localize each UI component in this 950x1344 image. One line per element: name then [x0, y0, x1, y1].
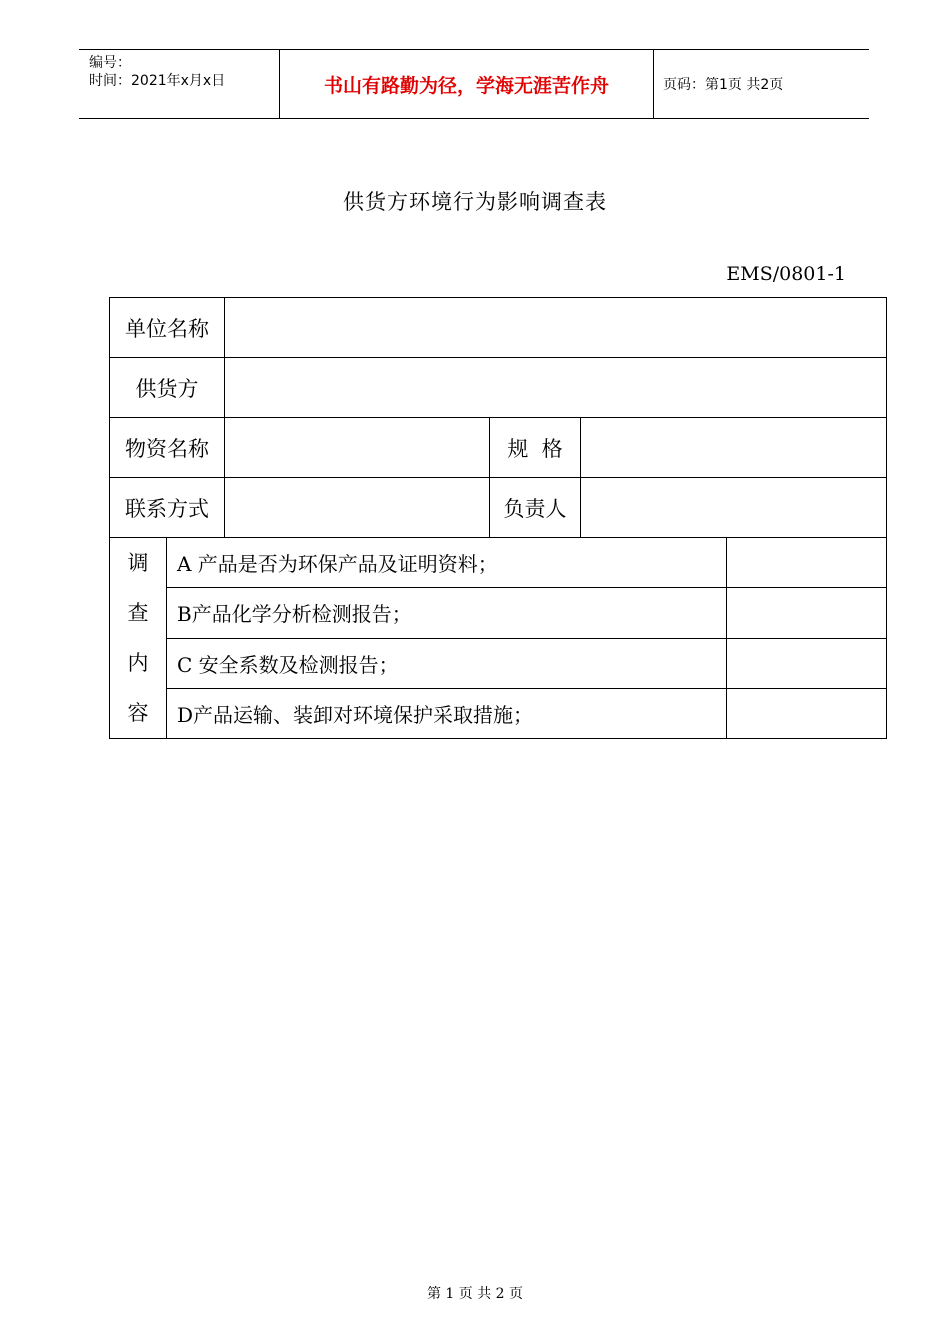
page-footer: 第 1 页 共 2 页 — [426, 1286, 524, 1302]
survey-row-c — [110, 638, 887, 688]
document-title: 供货方环境行为影响调查表 — [343, 190, 607, 214]
survey-answer-field[interactable] — [727, 538, 887, 588]
survey-item: C 安全系数及检测报告； — [167, 638, 727, 688]
contact-field[interactable] — [225, 478, 490, 538]
unit-name-label: 单位名称 — [110, 298, 225, 358]
responsible-label: 负责人 — [490, 478, 581, 538]
survey-answer-field[interactable] — [727, 588, 887, 638]
survey-item: A 产品是否为环保产品及证明资料； — [167, 538, 727, 588]
survey-char: 查 — [127, 601, 149, 625]
form-row-contact — [110, 478, 887, 538]
spec-field[interactable] — [581, 418, 887, 478]
header-meta — [79, 50, 280, 118]
page-header — [79, 49, 869, 119]
survey-char: 调 — [127, 551, 149, 575]
survey-content-label — [110, 538, 167, 739]
survey-char: 容 — [127, 701, 149, 725]
survey-row-a — [110, 538, 887, 588]
survey-item: D产品运输、装卸对环境保护采取措施； — [167, 688, 727, 738]
survey-form — [109, 297, 887, 739]
responsible-field[interactable] — [581, 478, 887, 538]
date-label: 时间：2021年x月x日 — [89, 73, 226, 89]
spec-label: 规 格 — [490, 418, 581, 478]
supplier-field[interactable] — [225, 358, 887, 418]
unit-name-field[interactable] — [225, 298, 887, 358]
form-row-material — [110, 418, 887, 478]
supplier-label: 供货方 — [110, 358, 225, 418]
survey-answer-field[interactable] — [727, 688, 887, 738]
survey-char: 内 — [127, 651, 149, 675]
contact-label: 联系方式 — [110, 478, 225, 538]
number-label: 编号： — [89, 55, 131, 71]
form-row-supplier — [110, 358, 887, 418]
survey-row-d — [110, 688, 887, 738]
header-slogan: 书山有路勤为径，学海无涯苦作舟 — [280, 50, 654, 118]
document-number: EMS/0801-1 — [726, 263, 846, 285]
form-row-unit — [110, 298, 887, 358]
material-name-field[interactable] — [225, 418, 490, 478]
survey-answer-field[interactable] — [727, 638, 887, 688]
survey-row-b — [110, 588, 887, 638]
header-page-number: 页码：第1页 共2页 — [663, 77, 784, 93]
material-name-label: 物资名称 — [110, 418, 225, 478]
survey-item: B产品化学分析检测报告； — [167, 588, 727, 638]
